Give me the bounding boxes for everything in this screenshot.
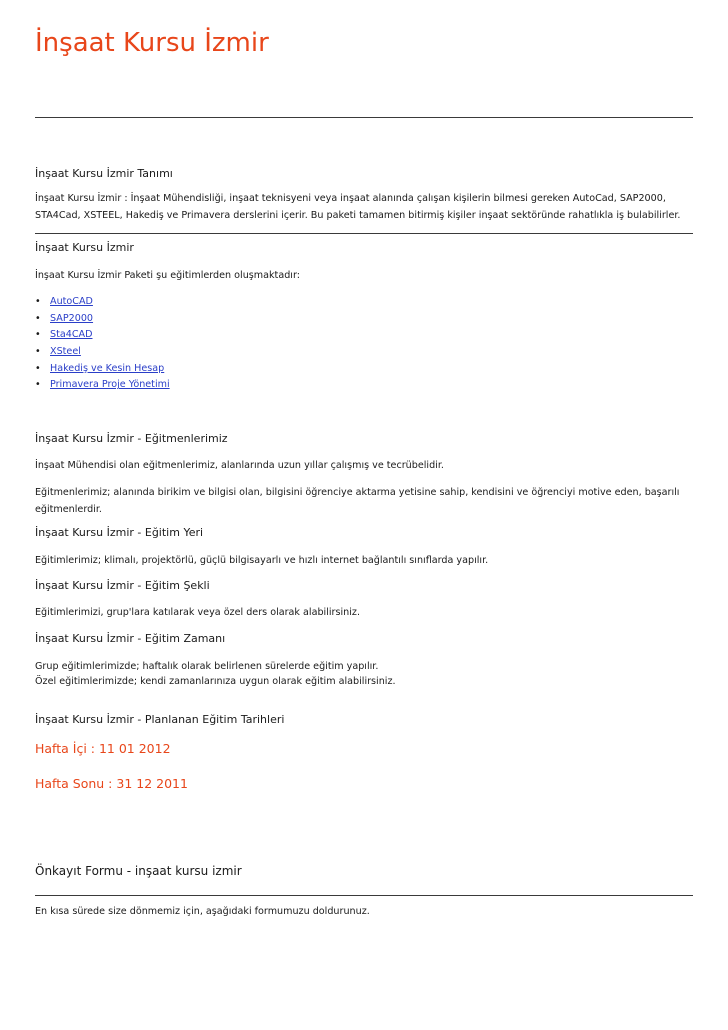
course-link-sap2000[interactable]: SAP2000 — [50, 312, 94, 324]
list-item: • AutoCAD — [35, 296, 93, 307]
place-text: Eğitimlerimiz; klimalı, projektörlü, güçlü bilgisayarlı ve hızlı internet bağlantılı sınıflarda yapılır. — [35, 555, 489, 566]
trainers-text-1: İnşaat Mühendisi olan eğitmenlerimiz, alanlarında uzun yıllar çalışmış ve tecrübelidir. — [35, 460, 444, 471]
form-divider — [35, 895, 693, 896]
definition-divider — [35, 233, 693, 234]
form-text: En kısa sürede size dönmemiz için, aşağıdaki formumuzu doldurunuz. — [35, 906, 370, 917]
course-link-autocad[interactable]: AutoCAD — [50, 296, 93, 307]
list-item: • XSteel — [35, 346, 81, 358]
courses-heading: İnşaat Kursu İzmir — [35, 241, 134, 254]
timing-line-1: Grup eğitimlerimizde; haftalık olarak belirlenen sürelerde eğitim yapılır. — [35, 661, 379, 672]
title-divider — [35, 117, 693, 118]
course-link-xsteel[interactable]: XSteel — [50, 346, 81, 358]
format-heading: İnşaat Kursu İzmir - Eğitim Şekli — [35, 579, 210, 592]
course-list — [35, 294, 170, 394]
list-item: • Hakediş ve Kesin Hesap — [35, 362, 165, 374]
courses-intro: İnşaat Kursu İzmir Paketi şu eğitimlerden oluşmaktadır: — [35, 270, 300, 281]
form-heading: Önkayıt Formu - inşaat kursu izmir — [35, 864, 242, 878]
course-link-sta4cad[interactable]: Sta4CAD — [50, 329, 93, 341]
course-link-primavera[interactable]: Primavera Proje Yönetimi — [50, 379, 170, 391]
definition-text: İnşaat Kursu İzmir : İnşaat Mühendisliği, inşaat teknisyeni veya inşaat alanında çalışan kişilerin bilmesi gereken AutoCad, SAP2000, STA4Cad, XSTEEL, Hakediş ve Primavera derslerini içerir. Bu paketi tamamen bitirmiş kişiler inşaat sektöründe rahatlıkla iş bulabilirler. — [35, 193, 681, 221]
list-item: • SAP2000 — [35, 312, 94, 324]
weekend-date: Hafta Sonu : 31 12 2011 — [35, 776, 188, 791]
place-heading: İnşaat Kursu İzmir - Eğitim Yeri — [35, 526, 204, 539]
dates-heading: İnşaat Kursu İzmir - Planlanan Eğitim Tarihleri — [35, 713, 285, 726]
list-item: • Sta4CAD — [35, 329, 93, 341]
definition-heading: İnşaat Kursu İzmir Tanımı — [35, 167, 173, 180]
timing-heading: İnşaat Kursu İzmir - Eğitim Zamanı — [35, 632, 226, 645]
timing-line-2: Özel eğitimlerimizde; kendi zamanlarınıza uygun olarak eğitim alabilirsiniz. — [35, 676, 396, 687]
course-link-hakedis[interactable]: Hakediş ve Kesin Hesap — [50, 362, 165, 374]
weekday-date: Hafta İçi : 11 01 2012 — [35, 741, 171, 756]
trainers-heading: İnşaat Kursu İzmir - Eğitmenlerimiz — [35, 432, 228, 445]
trainers-text-2: Eğitmenlerimiz; alanında birikim ve bilgisi olan, bilgisini öğrenciye aktarma yetisine sahip, kendisini ve öğrenciyi motive eden, başarılı eğitmenlerdir. — [35, 487, 680, 515]
page-title: İnşaat Kursu İzmir — [35, 28, 269, 58]
list-item: • Primavera Proje Yönetimi — [35, 379, 170, 391]
format-text: Eğitimlerimizi, grup'lara katılarak veya özel ders olarak alabilirsiniz. — [35, 607, 360, 618]
